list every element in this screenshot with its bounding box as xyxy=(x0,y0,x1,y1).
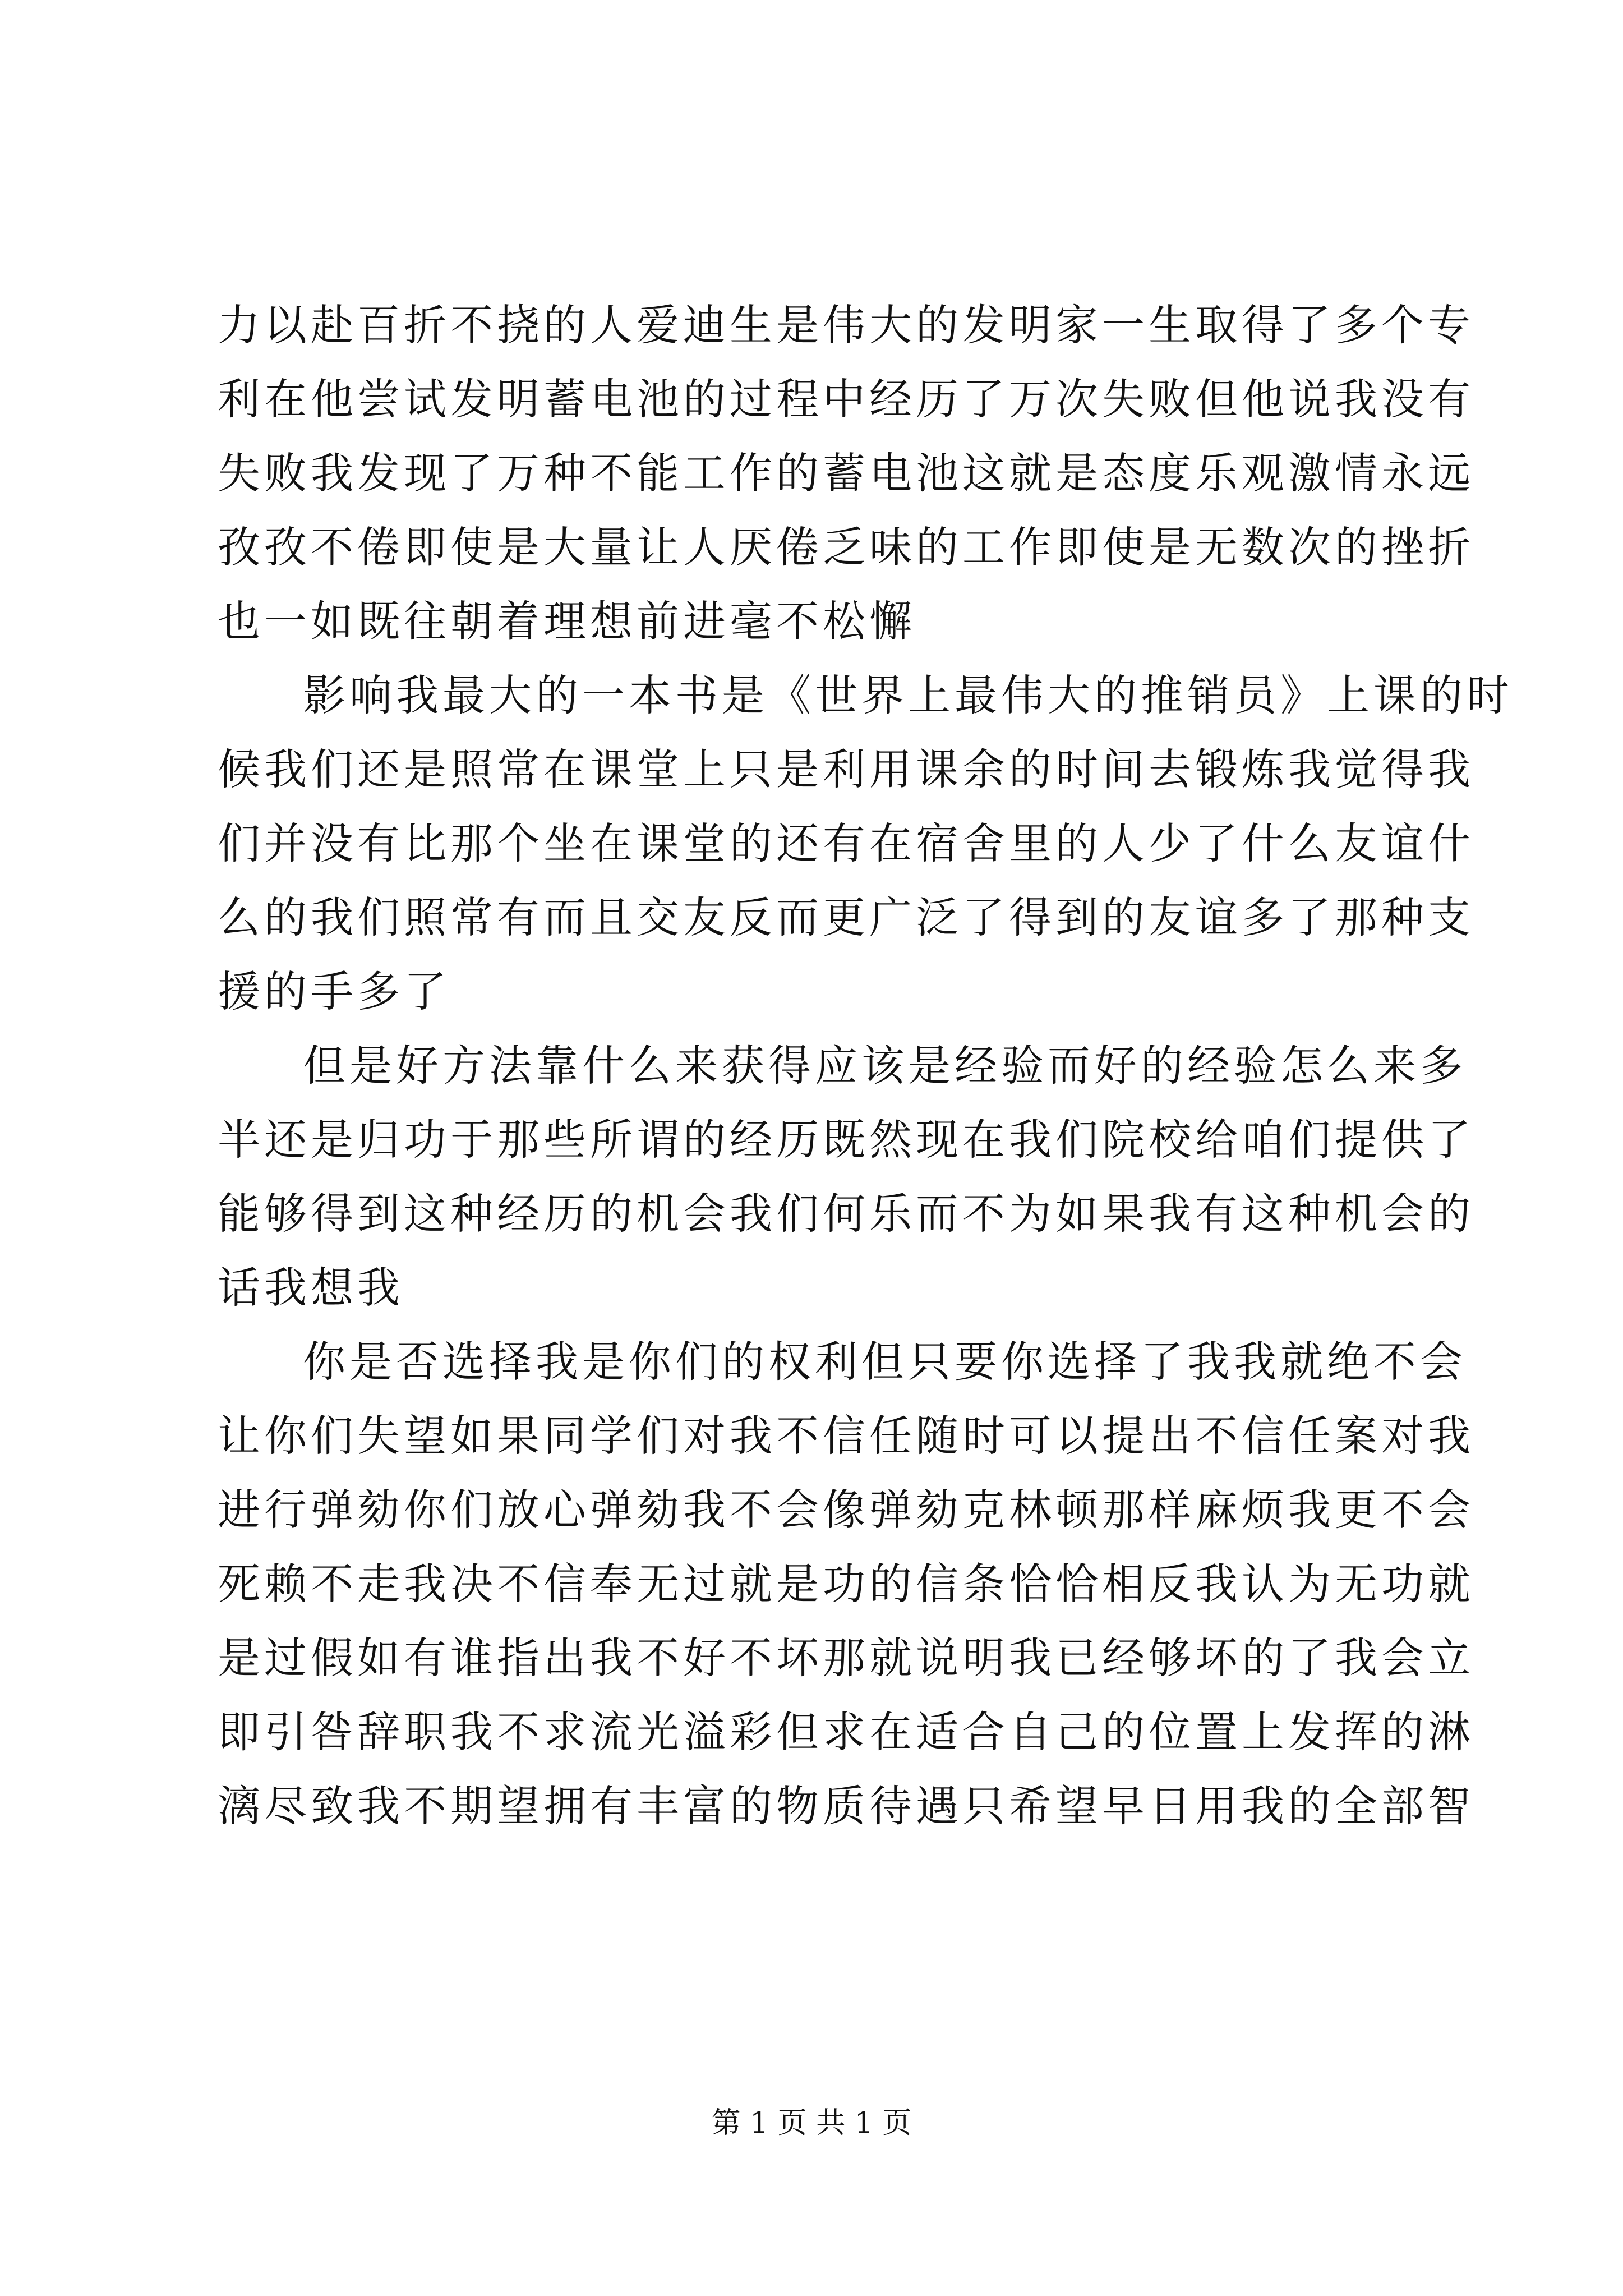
text-line: 也一如既往朝着理想前进毫不松懈 xyxy=(218,596,916,646)
paragraph-first-line: 你是否选择我是你们的权利但只要你选择了我我就绝不会 xyxy=(303,1337,1467,1387)
text-line: 援的手多了 xyxy=(218,967,450,1016)
text-line: 话我想我 xyxy=(218,1263,404,1313)
text-line: 漓尽致我不期望拥有丰富的物质待遇只希望早日用我的全部智 xyxy=(218,1781,1474,1831)
text-line: 死赖不走我决不信奉无过就是功的信条恰恰相反我认为无功就 xyxy=(218,1559,1474,1609)
paragraph-first-line: 影响我最大的一本书是《世界上最伟大的推销员》上课的时 xyxy=(303,670,1513,720)
text-line: 候我们还是照常在课堂上只是利用课余的时间去锻炼我觉得我 xyxy=(218,744,1474,794)
text-line: 失败我发现了万种不能工作的蓄电池这就是态度乐观激情永远 xyxy=(218,448,1474,498)
text-line: 么的我们照常有而且交友反而更广泛了得到的友谊多了那种支 xyxy=(218,892,1474,942)
page-footer: 第 1 页 共 1 页 xyxy=(711,2106,912,2140)
paragraph-first-line: 但是好方法靠什么来获得应该是经验而好的经验怎么来多 xyxy=(303,1041,1467,1091)
text-line: 即引咎辞职我不求流光溢彩但求在适合自己的位置上发挥的淋 xyxy=(218,1707,1474,1757)
text-line: 让你们失望如果同学们对我不信任随时可以提出不信任案对我 xyxy=(218,1411,1474,1461)
text-line: 利在他尝试发明蓄电池的过程中经历了万次失败但他说我没有 xyxy=(218,374,1474,424)
text-line: 是过假如有谁指出我不好不坏那就说明我已经够坏的了我会立 xyxy=(218,1633,1474,1683)
text-line: 能够得到这种经历的机会我们何乐而不为如果我有这种机会的 xyxy=(218,1189,1474,1239)
text-line: 半还是归功于那些所谓的经历既然现在我们院校给咱们提供了 xyxy=(218,1115,1474,1165)
text-line: 孜孜不倦即使是大量让人厌倦乏味的工作即使是无数次的挫折 xyxy=(218,522,1474,572)
text-line: 进行弹劾你们放心弹劾我不会像弹劾克林顿那样麻烦我更不会 xyxy=(218,1485,1474,1535)
text-line: 力以赴百折不挠的人爱迪生是伟大的发明家一生取得了多个专 xyxy=(218,300,1474,350)
text-line: 们并没有比那个坐在课堂的还有在宿舍里的人少了什么友谊什 xyxy=(218,818,1474,868)
